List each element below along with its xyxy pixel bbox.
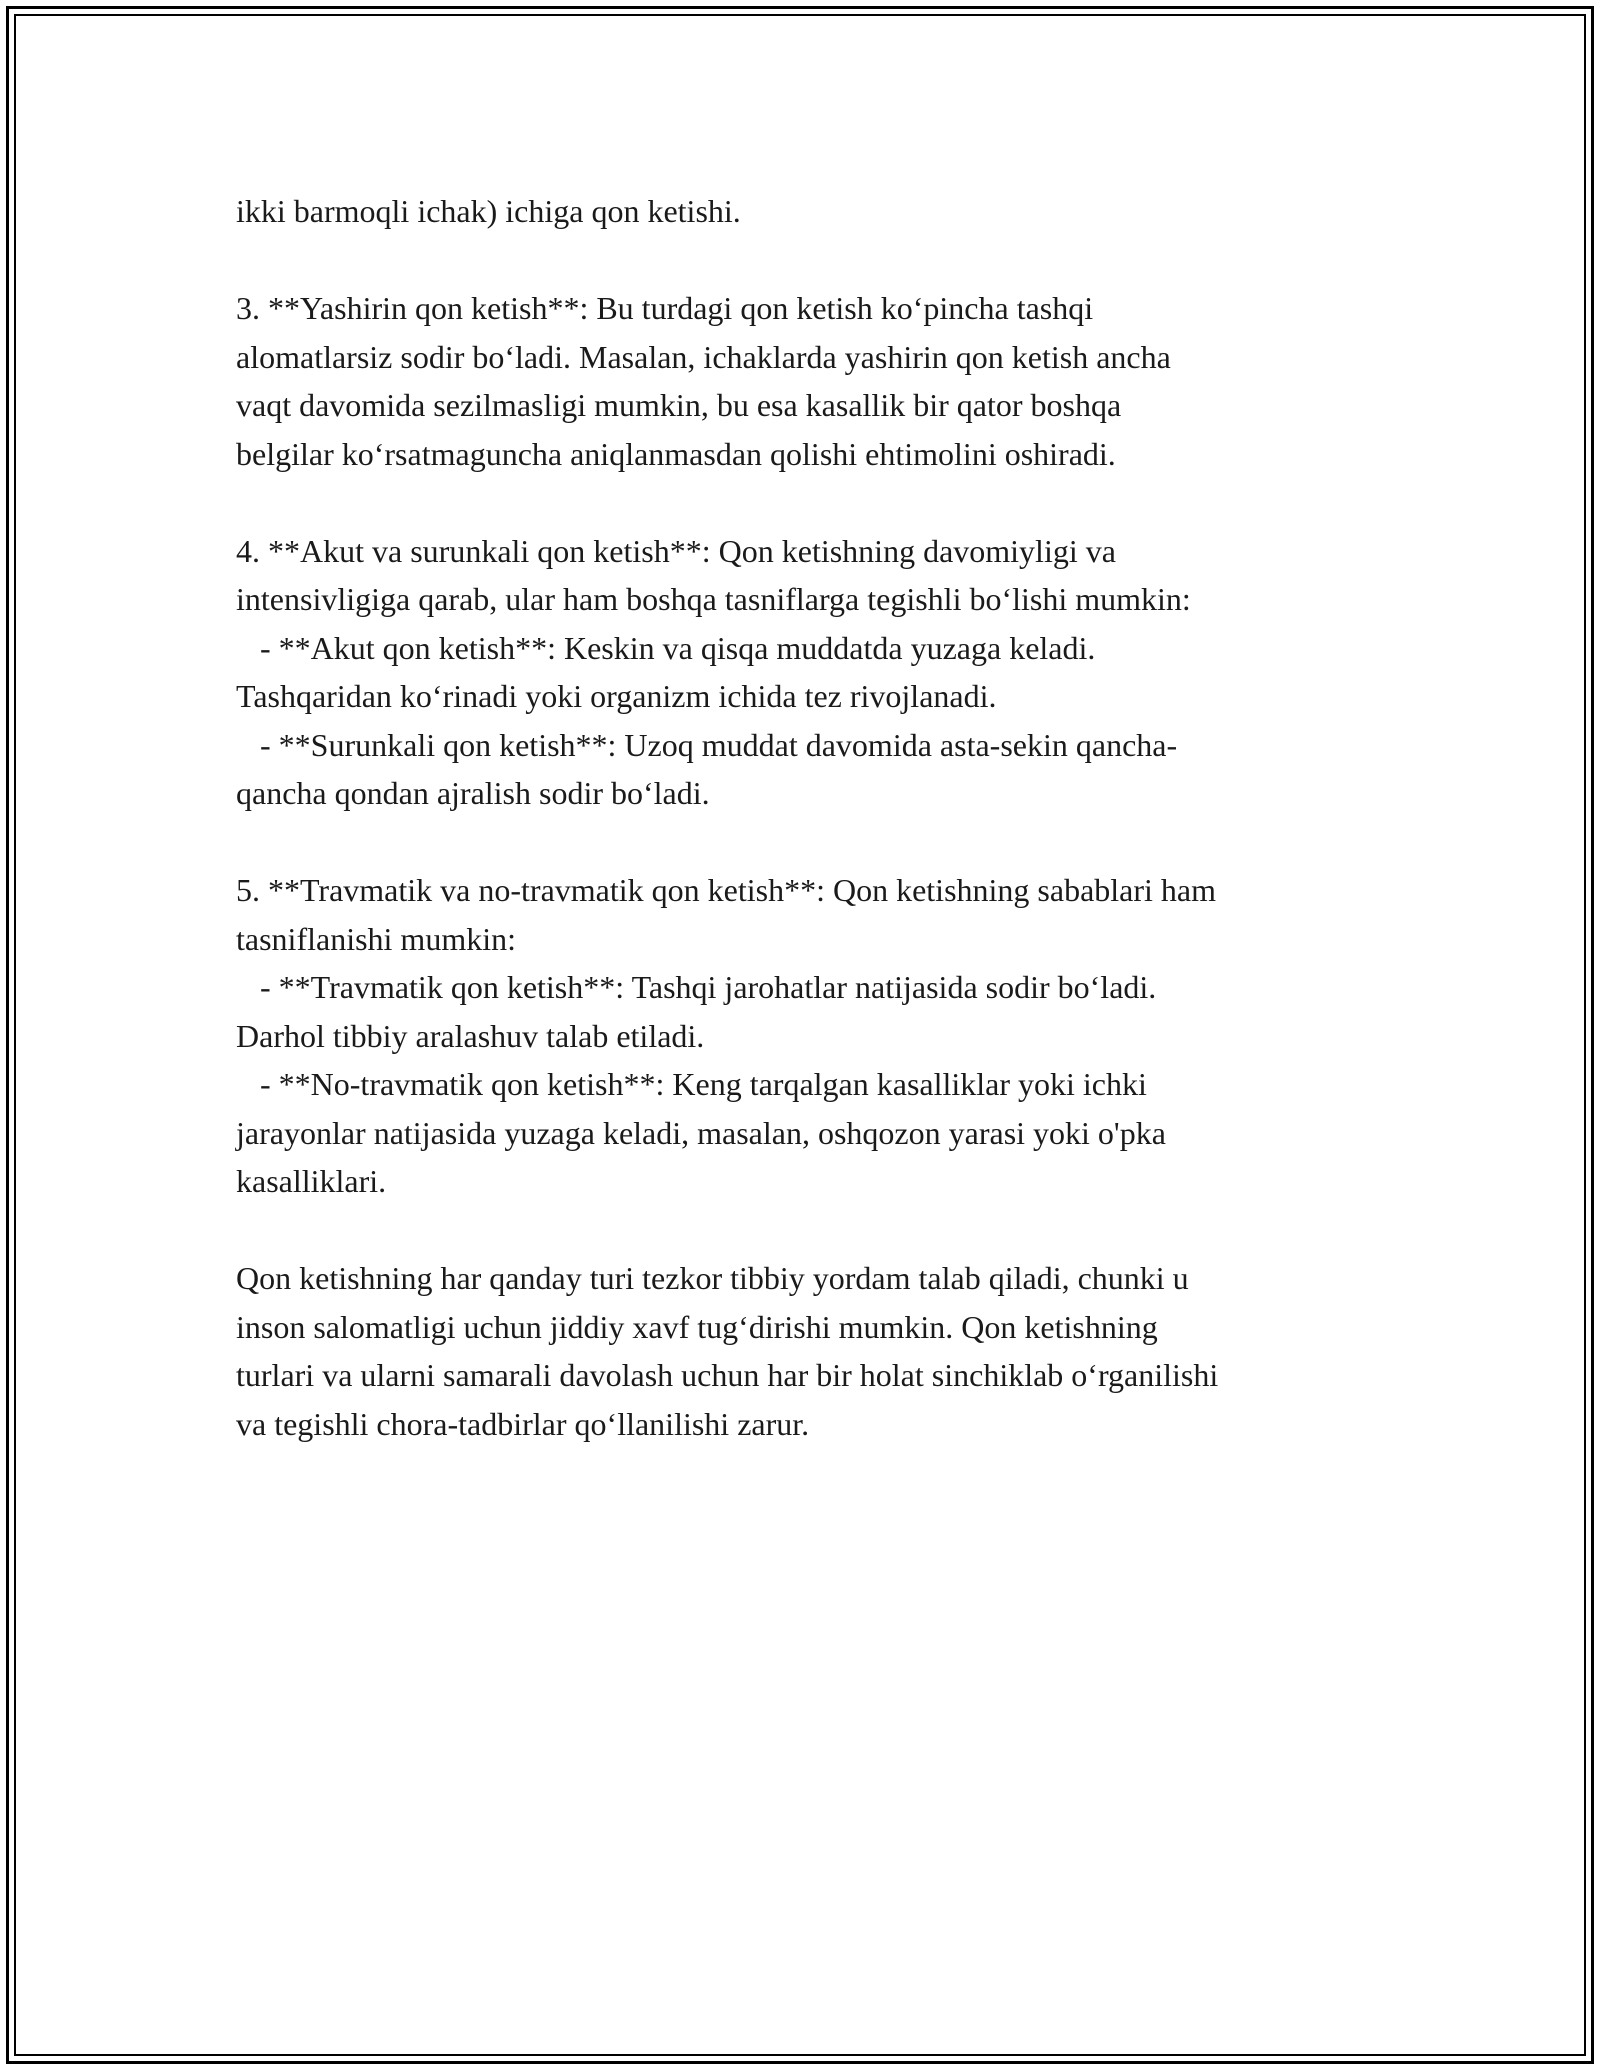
section-5-line: - **Travmatik qon ketish**: Tashqi jarohatlar natijasida sodir bo‘ladi.: [236, 969, 1157, 1005]
paragraph-spacer: [236, 478, 1396, 527]
intro-line: ikki barmoqli ichak) ichiga qon ketishi.: [236, 193, 741, 229]
conclusion-line: Qon ketishning har qanday turi tezkor tibbiy yordam talab qiladi, chunki u: [236, 1260, 1189, 1296]
conclusion-line: inson salomatligi uchun jiddiy xavf tug‘dirishi mumkin. Qon ketishning: [236, 1308, 1158, 1345]
paragraph-spacer: [236, 236, 1396, 285]
conclusion-line: turlari va ularni samarali davolash uchun har bir holat sinchiklab o‘rganilishi: [236, 1357, 1219, 1393]
section-3-line: belgilar ko‘rsatmaguncha aniqlanmasdan qolishi ehtimolini oshiradi.: [236, 435, 1116, 472]
conclusion-paragraph: [236, 1254, 1396, 1448]
section-5-line: - **No-travmatik qon ketish**: Keng tarqalgan kasalliklar yoki ichki: [236, 1066, 1147, 1102]
section-5-traumatic: [236, 866, 1396, 1206]
paragraph-spacer: [236, 1206, 1396, 1255]
section-3-line: alomatlarsiz sodir bo‘ladi. Masalan, ichaklarda yashirin qon ketish ancha: [236, 338, 1171, 375]
section-5-line: Darhol tibbiy aralashuv talab etiladi.: [236, 1017, 705, 1054]
section-5-line: 5. **Travmatik va no-travmatik qon ketish**: Qon ketishning sabablari ham: [236, 872, 1216, 908]
section-4-line: 4. **Akut va surunkali qon ketish**: Qon ketishning davomiyligi va: [236, 532, 1116, 569]
section-4-line: Tashqaridan ko‘rinadi yoki organizm ichida tez rivojlanadi.: [236, 678, 997, 714]
document-body: [236, 187, 1396, 1448]
section-3-hidden-bleeding: [236, 284, 1396, 478]
section-3-line: vaqt davomida sezilmasligi mumkin, bu esa kasallik bir qator boshqa: [236, 387, 1122, 423]
section-5-line: jarayonlar natijasida yuzaga keladi, masalan, oshqozon yarasi yoki o'pka: [236, 1114, 1166, 1151]
paragraph-spacer: [236, 818, 1396, 867]
section-5-line: kasalliklari.: [236, 1163, 387, 1199]
section-4-line: intensivligiga qarab, ular ham boshqa tasniflarga tegishli bo‘lishi mumkin:: [236, 581, 1191, 617]
section-3-line: 3. **Yashirin qon ketish**: Bu turdagi qon ketish ko‘pincha tashqi: [236, 290, 1094, 326]
section-4-line: qancha qondan ajralish sodir bo‘ladi.: [236, 775, 710, 811]
section-4-line: - **Akut qon ketish**: Keskin va qisqa muddatda yuzaga keladi.: [236, 629, 1096, 666]
section-4-line: - **Surunkali qon ketish**: Uzoq muddat davomida asta-sekin qancha-: [236, 726, 1178, 763]
section-5-line: tasniflanishi mumkin:: [236, 920, 516, 957]
conclusion-line: va tegishli chora-tadbirlar qo‘llanilishi zarur.: [236, 1405, 810, 1442]
section-4-acute-chronic: [236, 527, 1396, 818]
